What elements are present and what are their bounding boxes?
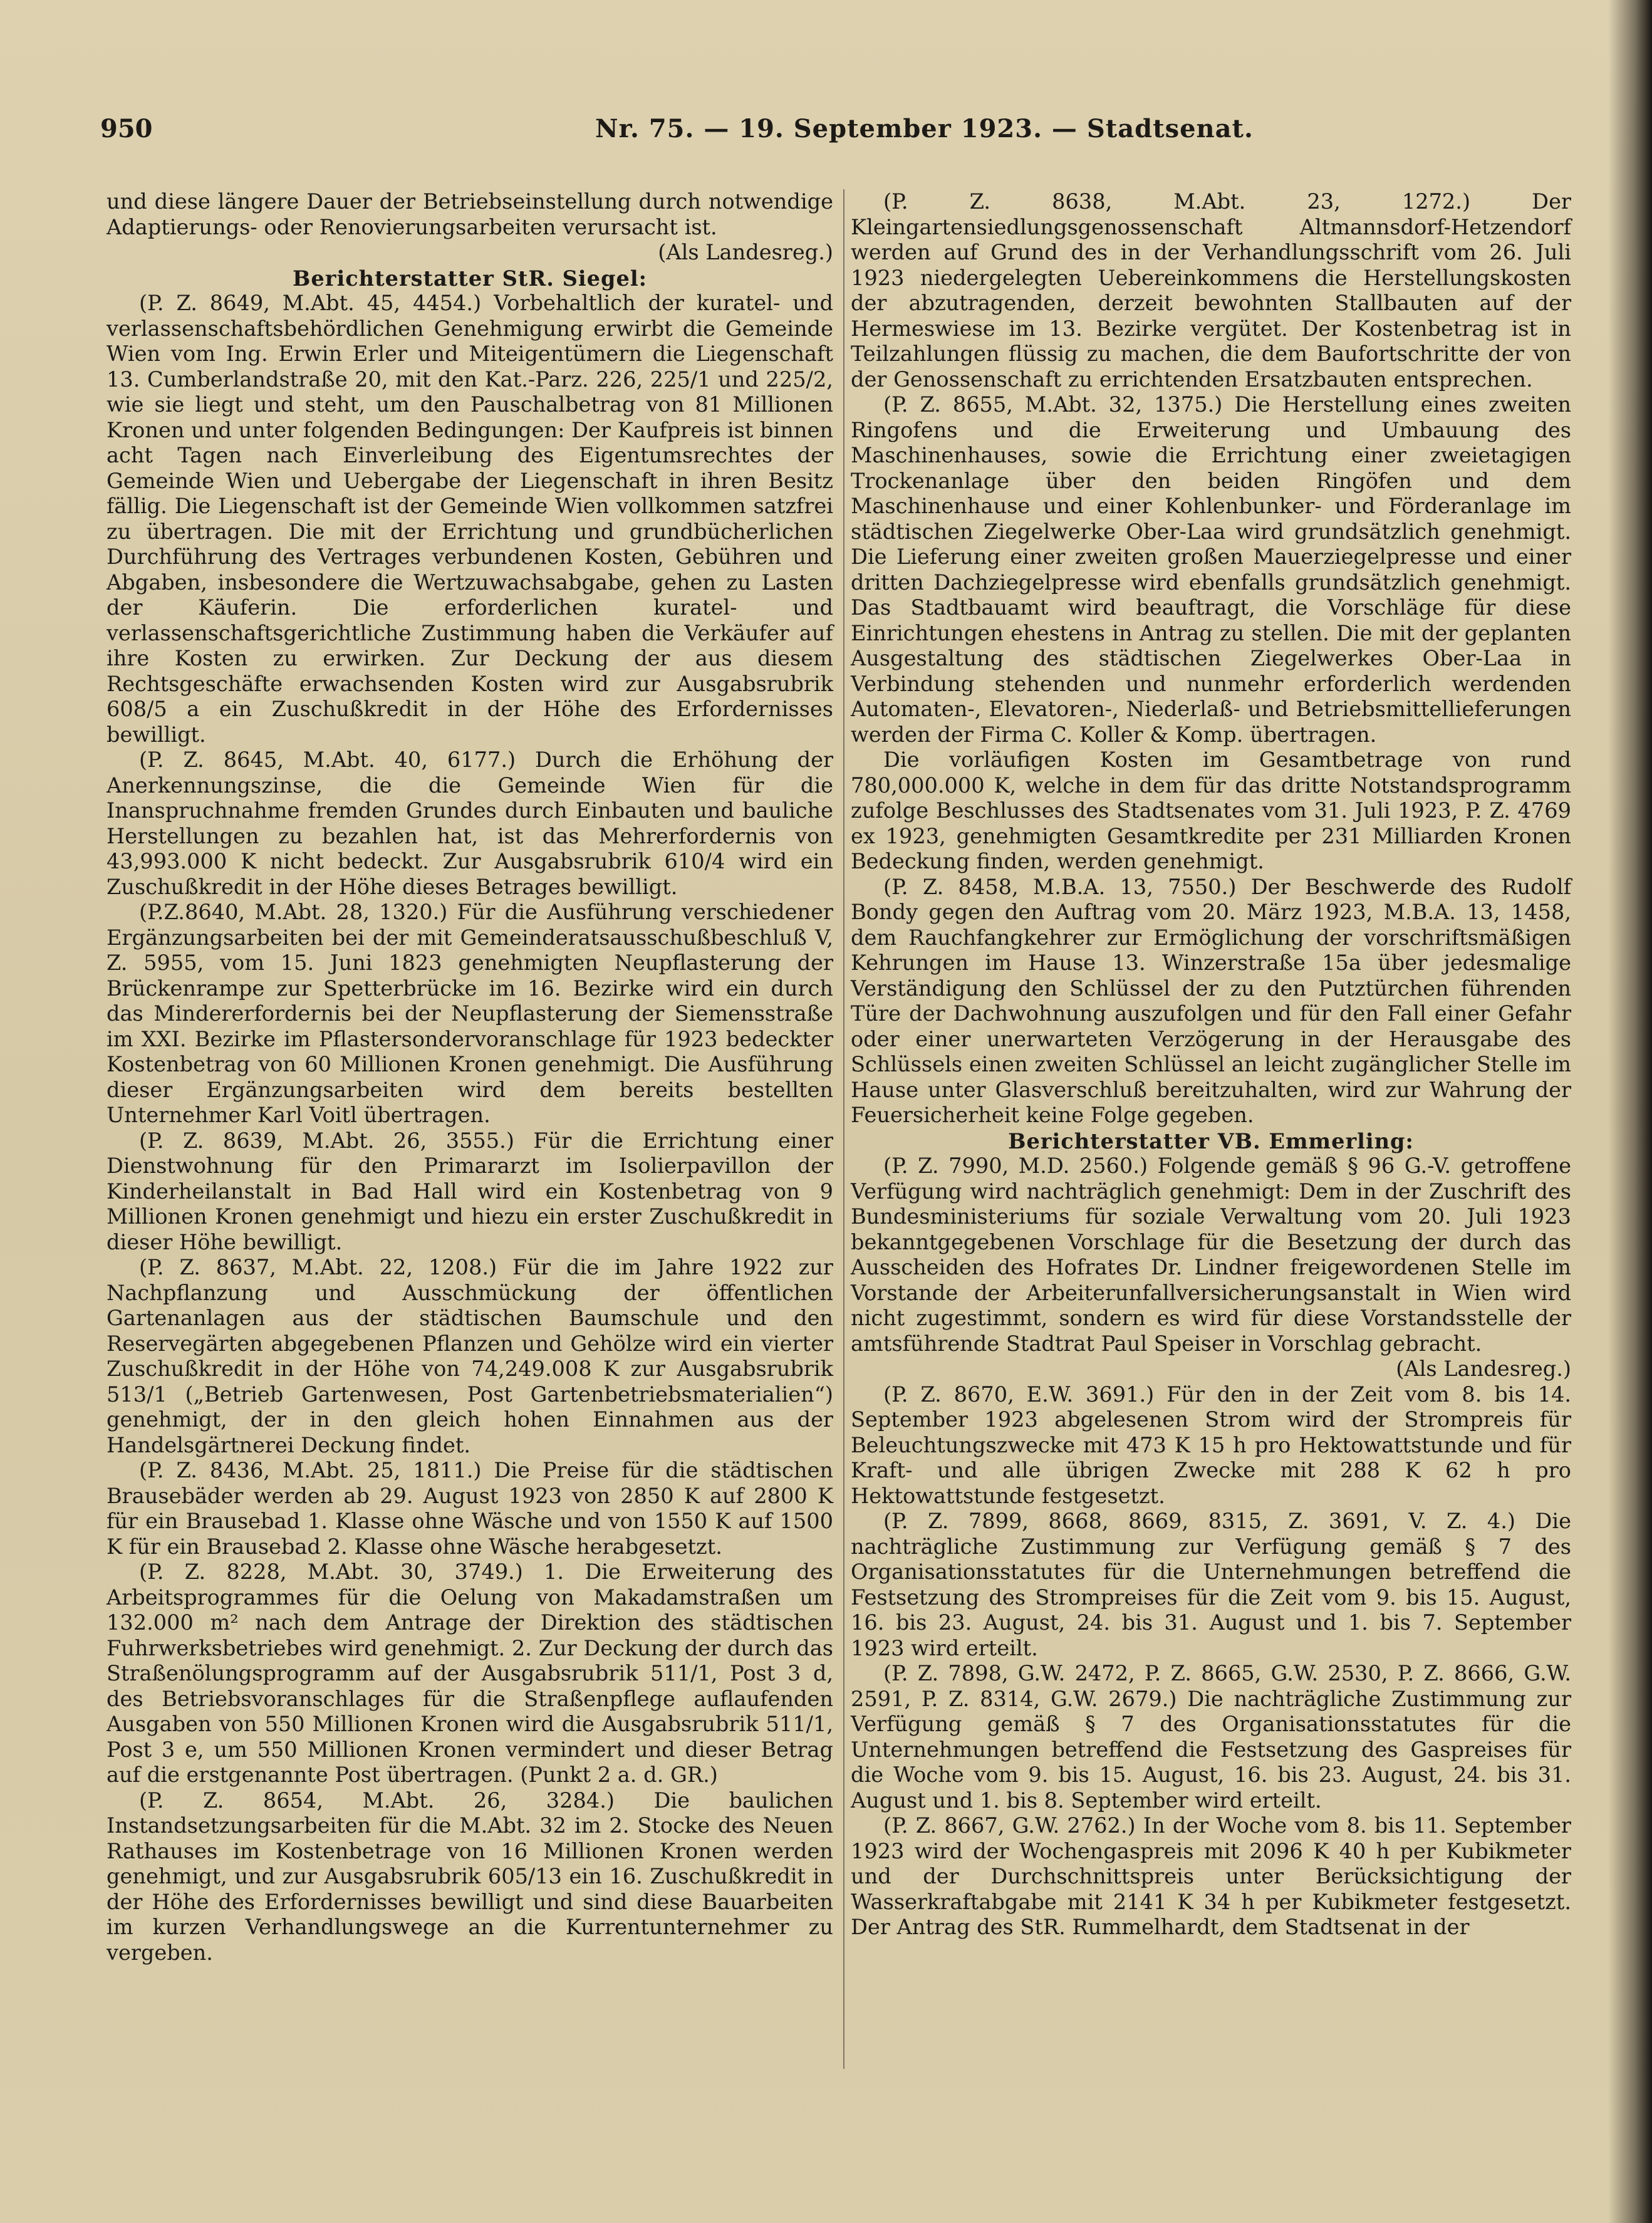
- note: (Als Landesreg.): [1396, 1356, 1571, 1381]
- paragraph: und diese längere Dauer der Betriebseinstellung durch notwendige Adaptierungs- oder Renovierungsarbeiten verursacht ist.: [106, 189, 833, 239]
- column-divider: [843, 189, 844, 2069]
- paragraph: (P. Z. 8670, E.W. 3691.) Für den in der Zeit vom 8. bis 14. September 1923 abgelesenen Strom wird der Strompreis für Beleuchtungszwecke mit 473 K 15 h pro Hektowattstunde und für Kraft- und alle übrigen Zwecke mit 288 K 62 h pro Hektowattstunde festgesetzt.: [851, 1382, 1571, 1508]
- paragraph: (P. Z. 8228, M.Abt. 30, 3749.) 1. Die Erweiterung des Arbeitsprogrammes für die Oelung von Makadamstraßen um 132.000 m² nach dem Antrage der Direktion des städtischen Fuhrwerksbetriebes wird genehmigt. 2. Zur Deckung der durch das Straßenölungsprogramm auf der Ausgabsrubrik 511/1, Post 3 d, des Betriebsvoranschlages für die Straßenpflege auflaufenden Ausgaben von 550 Millionen Kronen wird die Ausgabsrubrik 511/1, Post 3 e, um 550 Millionen Kronen vermindert und dieser Betrag auf die erstgenannte Post übertragen. (Punkt 2 a. d. GR.): [106, 1559, 833, 1787]
- paragraph: (P. Z. 8458, M.B.A. 13, 7550.) Der Beschwerde des Rudolf Bondy gegen den Auftrag vom 20. März 1923, M.B.A. 13, 1458, dem Rauchfangkehrer zur Ermöglichung der vorschriftsmäßigen Kehrungen im Hause 13. Winzerstraße 15a über jedesmalige Verständigung den Schlüssel der zu den Putztürchen führenden Türe der Dachwohnung auszufolgen und für den Fall einer Gefahr oder einer unerwarteten Verzögerung in der Herausgabe des Schlüssels einen zweiten Schlüssel an leicht zugänglicher Stelle im Hause unter Glasverschluß bereitzuhalten, wird zur Wahrung der Feuersicherheit keine Folge gegeben.: [851, 874, 1571, 1127]
- paragraph: (P. Z. 8655, M.Abt. 32, 1375.) Die Herstellung eines zweiten Ringofens und die Erweiterung und Umbauung des Maschinenhauses, sowie die Errichtung einer zweietagigen Trockenanlage über den beiden Ringöfen und dem Maschinenhause und einer Kohlenbunker- und Förderanlage im städtischen Ziegelwerke Ober-Laa wird grundsätzlich genehmigt. Die Lieferung einer zweiten großen Mauerziegelpresse und einer dritten Dachziegelpresse wird ebenfalls grundsätzlich genehmigt. Das Stadtbauamt wird beauftragt, die Vorschläge für diese Einrichtungen ehestens in Antrag zu stellen. Die mit der geplanten Ausgestaltung des städtischen Ziegelwerkes Ober-Laa in Verbindung stehenden und nunmehr erforderlich werdenden Automaten-, Elevatoren-, Niederlaß- und Betriebsmittellieferungen werden der Firma C. Koller & Komp. übertragen.: [851, 392, 1571, 747]
- right-column: [851, 189, 1571, 1940]
- torn-page-edge: [1608, 0, 1652, 2223]
- section-heading: Berichterstatter VB. Emmerling:: [1008, 1128, 1414, 1153]
- paragraph: (P. Z. 8639, M.Abt. 26, 3555.) Für die Errichtung einer Dienstwohnung für den Primararzt im Isolierpavillon der Kinderheilanstalt in Bad Hall wird ein Kostenbetrag von 9 Millionen Kronen genehmigt und hiezu ein erster Zuschußkredit in dieser Höhe bewilligt.: [106, 1128, 833, 1254]
- paragraph: (P. Z. 8637, M.Abt. 22, 1208.) Für die im Jahre 1922 zur Nachpflanzung und Ausschmückung der öffentlichen Gartenanlagen aus der städtischen Baumschule und den Reservegärten abgegebenen Pflanzen und Gehölze wird ein vierter Zuschußkredit in der Höhe von 74,249.008 K zur Ausgabsrubrik 513/1 („Betrieb Gartenwesen, Post Gartenbetriebsmaterialien“) genehmigt, der in den gleich hohen Einnahmen aus der Handelsgärtnerei Deckung findet.: [106, 1255, 833, 1457]
- note: (Als Landesreg.): [658, 240, 833, 264]
- running-title: Nr. 75. — 19. September 1923. — Stadtsenat.: [595, 114, 1254, 143]
- section-heading: Berichterstatter StR. Siegel:: [293, 265, 647, 291]
- paragraph: (P. Z. 7899, 8668, 8669, 8315, Z. 3691, V. Z. 4.) Die nachträgliche Zustimmung zur Verfügung gemäß § 7 des Organisationsstatutes für die Unternehmungen betreffend die Festsetzung des Strompreises für die Zeit vom 9. bis 15. August, 16. bis 23. August, 24. bis 31. August und 1. bis 7. September 1923 wird erteilt.: [851, 1509, 1571, 1660]
- left-column: [106, 189, 833, 1965]
- paragraph: (P. Z. 8436, M.Abt. 25, 1811.) Die Preise für die städtischen Brausebäder werden ab 29. August 1923 von 2850 K auf 2800 K für ein Brausebad 1. Klasse ohne Wäsche und von 1550 K auf 1500 K für ein Brausebad 2. Klasse ohne Wäsche herabgesetzt.: [106, 1458, 833, 1559]
- paragraph: (P. Z. 8645, M.Abt. 40, 6177.) Durch die Erhöhung der Anerkennungszinse, die die Gemeinde Wien für die Inanspruchnahme fremden Grundes durch Einbauten und bauliche Herstellungen zu bezahlen hat, ist das Mehrerfordernis von 43,993.000 K nicht bedeckt. Zur Ausgabsrubrik 610/4 wird ein Zuschußkredit in der Höhe dieses Betrages bewilligt.: [106, 747, 833, 899]
- page-header: [100, 114, 1566, 158]
- page-number: 950: [100, 114, 153, 143]
- paragraph: (P. Z. 8667, G.W. 2762.) In der Woche vom 8. bis 11. September 1923 wird der Wochengaspreis mit 2096 K 40 h per Kubikmeter und der Durchschnittspreis unter Berücksichtigung der Wasserkraftabgabe mit 2141 K 34 h per Kubikmeter festgesetzt. Der Antrag des StR. Rummelhardt, dem Stadtsenat in der: [851, 1813, 1571, 1939]
- paragraph: (P. Z. 7990, M.D. 2560.) Folgende gemäß § 96 G.-V. getroffene Verfügung wird nachträglich genehmigt: Dem in der Zuschrift des Bundesministeriums für soziale Verwaltung vom 20. Juli 1923 bekanntgegebenen Vorschlage für die Besetzung der durch das Ausscheiden des Hofrates Dr. Lindner freigewordenen Stelle im Vorstande der Arbeiterunfallversicherungsanstalt in Wien wird nicht zugestimmt, sondern es wird für diese Vorstandsstelle der amtsführende Stadtrat Paul Speiser in Vorschlag gebracht.: [851, 1153, 1571, 1356]
- paragraph: (P. Z. 7898, G.W. 2472, P. Z. 8665, G.W. 2530, P. Z. 8666, G.W. 2591, P. Z. 8314, G.W. 2679.) Die nachträgliche Zustimmung zur Verfügung gemäß § 7 des Organisationsstatutes für die Unternehmungen betreffend die Festsetzung des Gaspreises für die Woche vom 9. bis 15. August, 16. bis 23. August, 24. bis 31. August und 1. bis 8. September wird erteilt.: [851, 1661, 1571, 1813]
- paragraph: (P.Z.8640, M.Abt. 28, 1320.) Für die Ausführung verschiedener Ergänzungsarbeiten bei der mit Gemeinderatsausschußbeschluß V, Z. 5955, vom 15. Juni 1823 genehmigten Neupflasterung der Brückenrampe zur Spetterbrücke im 16. Bezirke wird ein durch das Mindererfordernis bei der Neupflasterung der Siemensstraße im XXI. Bezirke im Pflastersondervoranschlage für 1923 bedeckter Kostenbetrag von 60 Millionen Kronen genehmigt. Die Ausführung dieser Ergänzungsarbeiten wird dem bereits bestellten Unternehmer Karl Voitl übertragen.: [106, 900, 833, 1127]
- paragraph: Die vorläufigen Kosten im Gesamtbetrage von rund 780,000.000 K, welche in dem für das dritte Notstandsprogramm zufolge Beschlusses des Stadtsenates vom 31. Juli 1923, P. Z. 4769 ex 1923, genehmigten Gesamtkredite per 231 Milliarden Kronen Bedeckung finden, werden genehmigt.: [851, 747, 1571, 873]
- paragraph: (P. Z. 8649, M.Abt. 45, 4454.) Vorbehaltlich der kuratel- und verlassenschaftsbehördlichen Genehmigung erwirbt die Gemeinde Wien vom Ing. Erwin Erler und Miteigentümern die Liegenschaft 13. Cumberlandstraße 20, mit den Kat.-Parz. 226, 225/1 und 225/2, wie sie liegt und steht, um den Pauschalbetrag von 81 Millionen Kronen und unter folgenden Bedingungen: Der Kaufpreis ist binnen acht Tagen nach Einverleibung des Eigentumsrechtes der Gemeinde Wien und Uebergabe der Liegenschaft in ihren Besitz fällig. Die Liegenschaft ist der Gemeinde Wien vollkommen satzfrei zu übertragen. Die mit der Errichtung und grundbücherlichen Durchführung des Vertrages verbundenen Kosten, Gebühren und Abgaben, insbesondere die Wertzuwachsabgabe, gehen zu Lasten der Käuferin. Die erforderlichen kuratel- und verlassenschaftsgerichtliche Zustimmung haben die Verkäufer auf ihre Kosten zu erwirken. Zur Deckung der aus diesem Rechtsgeschäfte erwachsenden Kosten wird zur Ausgabsrubrik 608/5 a ein Zuschußkredit in der Höhe des Erfordernisses bewilligt.: [106, 291, 833, 747]
- paragraph: (P. Z. 8654, M.Abt. 26, 3284.) Die baulichen Instandsetzungsarbeiten für die M.Abt. 32 im 2. Stocke des Neuen Rathauses im Kostenbetrage von 16 Millionen Kronen werden genehmigt, und zur Ausgabsrubrik 605/13 ein 16. Zuschußkredit in der Höhe des Erfordernisses bewilligt und sind diese Bauarbeiten im kurzen Verhandlungswege an die Kurrentunternehmer zu vergeben.: [106, 1788, 833, 1965]
- paragraph: (P. Z. 8638, M.Abt. 23, 1272.) Der Kleingartensiedlungsgenossenschaft Altmannsdorf-Hetzendorf werden auf Grund des in der Verhandlungsschrift vom 26. Juli 1923 niedergelegten Uebereinkommens die Herstellungskosten der abzutragenden, derzeit bewohnten Stallbauten auf der Hermeswiese im 13. Bezirke vergütet. Der Kostenbetrag ist in Teilzahlungen flüssig zu machen, die dem Baufortschritte der von der Genossenschaft zu errichtenden Ersatzbauten entsprechen.: [851, 189, 1571, 392]
